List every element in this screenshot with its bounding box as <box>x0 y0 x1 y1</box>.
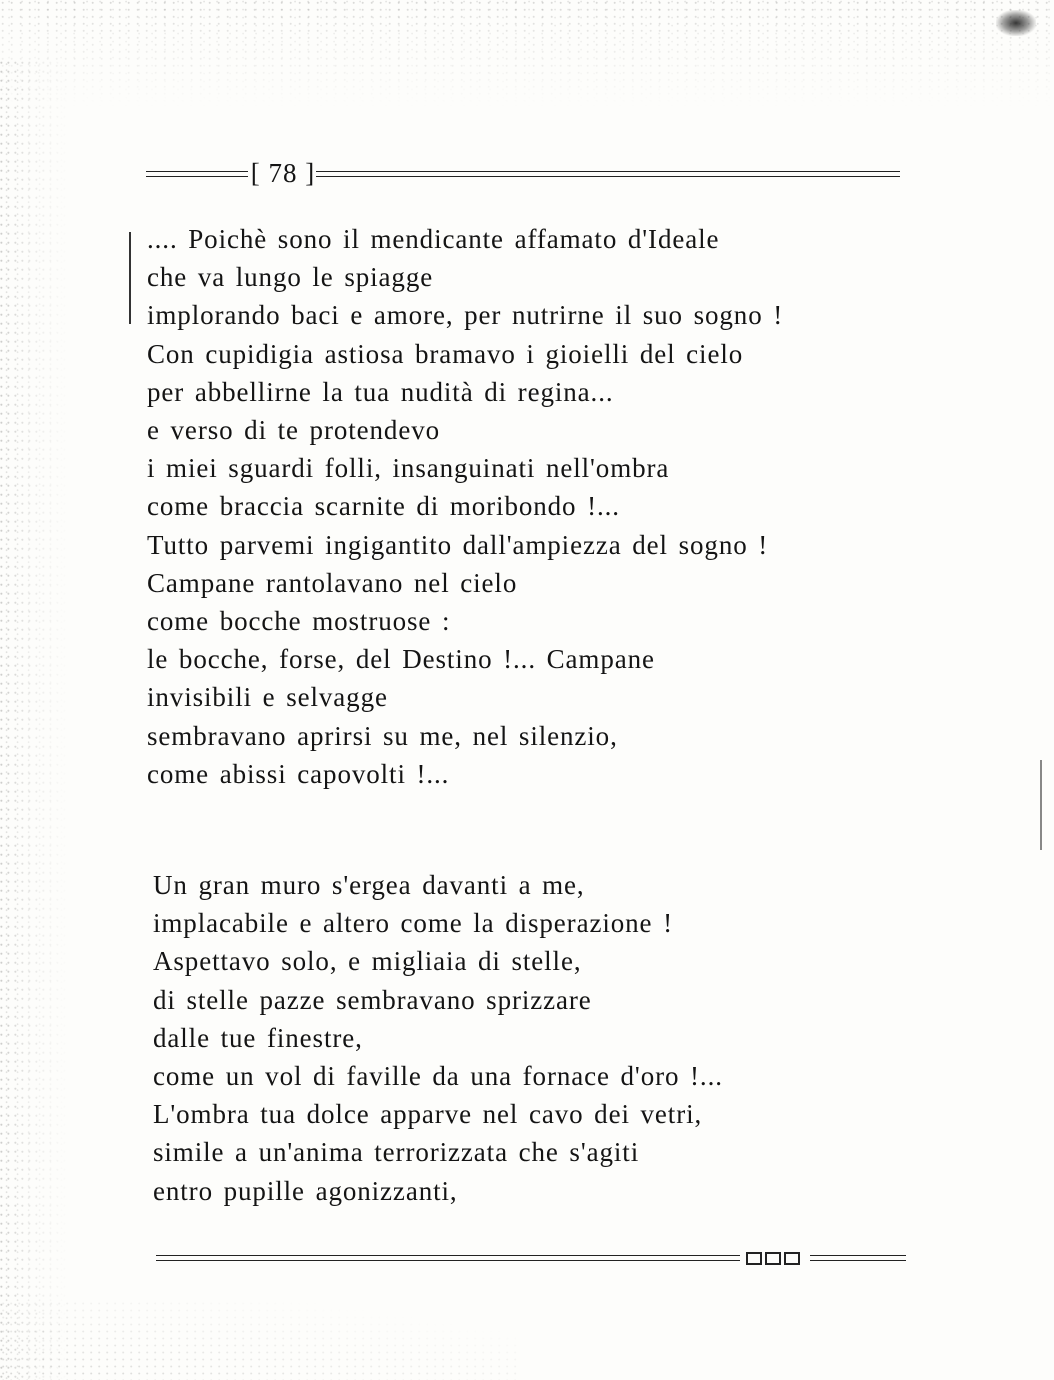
poem-line: Tutto parvemi ingigantito dall'ampiezza del sogno ! <box>147 529 769 560</box>
poem-line: Aspettavo solo, e migliaia di stelle, <box>153 946 582 977</box>
poem-line: per abbellirne la tua nudità di regina... <box>147 376 614 407</box>
poem-line: come braccia scarnite di moribondo !... <box>147 491 620 522</box>
scan-blot <box>996 10 1036 36</box>
poem-line: che va lungo le spiagge <box>147 262 434 293</box>
poem-line: dalle tue finestre, <box>153 1022 363 1053</box>
poem-line: Con cupidigia astiosa bramavo i gioielli del cielo <box>147 338 744 369</box>
square-ornament-icon <box>765 1252 781 1265</box>
margin-bracket <box>129 232 137 324</box>
square-ornament-icon <box>784 1252 800 1265</box>
page-footer <box>156 1246 906 1270</box>
page-number: [ 78 ] <box>250 158 316 188</box>
footer-rule-right <box>810 1255 906 1261</box>
poem-line: e verso di te protendevo <box>147 415 441 446</box>
page-header <box>146 156 900 190</box>
poem-line: implacabile e altero come la disperazione ! <box>153 908 673 939</box>
scan-noise-top <box>0 0 1054 110</box>
square-ornament-icon <box>746 1252 762 1265</box>
poem-line: L'ombra tua dolce apparve nel cavo dei vetri, <box>153 1099 703 1130</box>
poem-line: entro pupille agonizzanti, <box>153 1175 458 1206</box>
header-rule-left <box>146 171 248 177</box>
scan-noise-left <box>0 60 70 1380</box>
poem-line: sembravano aprirsi su me, nel silenzio, <box>147 720 618 751</box>
poem-line: come bocche mostruose : <box>147 606 451 637</box>
poem-line: invisibili e selvagge <box>147 682 388 713</box>
poem-line: le bocche, forse, del Destino !... Campane <box>147 644 655 675</box>
poem-line: simile a un'anima terrorizzata che s'agiti <box>153 1137 640 1168</box>
poem-line: .... Poichè sono il mendicante affamato d'Ideale <box>147 224 720 254</box>
footer-ornament-icon <box>746 1249 808 1267</box>
scan-edge-mark <box>1040 760 1042 850</box>
poem-line: come abissi capovolti !... <box>147 758 450 789</box>
header-rule-right <box>316 171 900 177</box>
poem-line: Campane rantolavano nel cielo <box>147 567 518 598</box>
poem-line: di stelle pazze sembravano sprizzare <box>153 984 592 1015</box>
poem-line: i miei sguardi folli, insanguinati nell'ombra <box>147 453 670 484</box>
poem-line: come un vol di faville da una fornace d'oro !... <box>153 1061 723 1092</box>
poem-line: implorando baci e amore, per nutrirne il suo sogno ! <box>147 300 784 331</box>
scan-noise-bottom <box>0 1300 520 1380</box>
footer-rule-left <box>156 1255 740 1261</box>
poem-line: Un gran muro s'ergea davanti a me, <box>153 870 585 900</box>
stanza-2 <box>153 866 723 1210</box>
stanza-1 <box>147 220 783 793</box>
